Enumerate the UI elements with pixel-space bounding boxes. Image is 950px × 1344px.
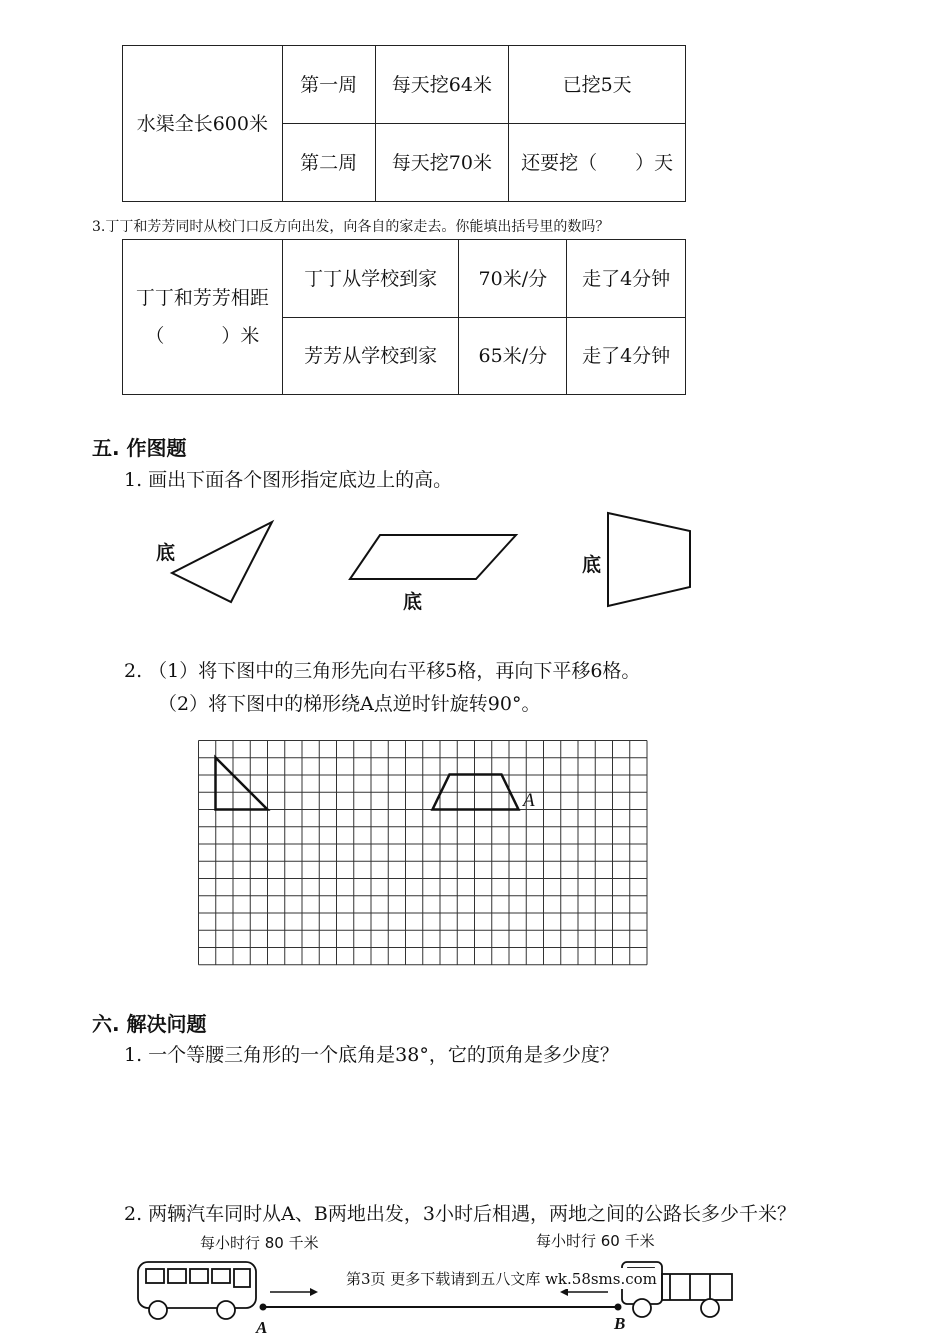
section-6-q1: 1. 一个等腰三角形的一个底角是38°，它的顶角是多少度？ xyxy=(124,1044,619,1066)
car-a-speed: 每小时行 80 千米 xyxy=(200,1234,319,1252)
point-b-dot xyxy=(615,1304,622,1311)
dingding-route: 丁丁从学校到家 xyxy=(282,240,459,318)
dingding-time: 走了4分钟 xyxy=(567,240,686,318)
triangle-base-label: 底 xyxy=(156,542,176,564)
section-5-q2a: 2. （1）将下图中的三角形先向右平移5格，再向下平移6格。 xyxy=(124,660,641,682)
shapes-figure xyxy=(140,505,740,625)
car-b-speed: 每小时行 60 千米 xyxy=(536,1232,655,1250)
canal-total-length: 水渠全长600米 xyxy=(123,46,283,202)
page-footer: 第3页 更多下载请到五八文库 wk.58sms.com xyxy=(346,1270,657,1288)
week-one-rate: 每天挖64米 xyxy=(375,46,509,124)
road-label-b: B xyxy=(614,1314,626,1333)
fangfang-speed: 65米/分 xyxy=(459,318,567,395)
arrow-left-icon xyxy=(560,1288,608,1296)
distance-apart: 丁丁和芳芳相距（ ）米 xyxy=(123,240,283,395)
week-one: 第一周 xyxy=(282,46,375,124)
triangle-shape xyxy=(172,522,272,602)
week-two-status: 还要挖（ ）天 xyxy=(509,124,686,202)
trapezoid-base-label: 底 xyxy=(582,554,602,576)
cars-diagram xyxy=(130,1252,740,1344)
trapezoid-shape xyxy=(608,513,690,606)
section-6-title: 六. 解决问题 xyxy=(92,1012,207,1036)
point-a-label: A xyxy=(523,790,535,811)
week-one-status: 已挖5天 xyxy=(509,46,686,124)
section-6-q2: 2. 两辆汽车同时从A、B两地出发，3小时后相遇，两地之间的公路长多少千米？ xyxy=(124,1203,796,1225)
question-3: 3.丁丁和芳芳同时从校门口反方向出发，向各自的家走去。你能填出括号里的数吗？ xyxy=(92,219,610,235)
arrow-right-icon xyxy=(270,1288,318,1296)
week-two: 第二周 xyxy=(282,124,375,202)
fangfang-route: 芳芳从学校到家 xyxy=(282,318,459,395)
distance-table xyxy=(122,239,686,395)
road-label-a: A xyxy=(256,1318,268,1337)
bus-icon xyxy=(138,1262,256,1319)
section-5-title: 五. 作图题 xyxy=(92,436,187,460)
parallelogram-shape xyxy=(350,535,516,579)
parallelogram-base-label: 底 xyxy=(403,591,423,613)
canal-table xyxy=(122,45,686,202)
point-a-dot xyxy=(260,1304,267,1311)
week-two-rate: 每天挖70米 xyxy=(375,124,509,202)
grid-triangle xyxy=(216,758,268,810)
section-5-q2b: （2）将下图中的梯形绕A点逆时针旋转90°。 xyxy=(158,693,541,715)
dingding-speed: 70米/分 xyxy=(459,240,567,318)
fangfang-time: 走了4分钟 xyxy=(567,318,686,395)
square-grid xyxy=(190,730,660,978)
section-5-q1: 1. 画出下面各个图形指定底边上的高。 xyxy=(124,469,453,491)
